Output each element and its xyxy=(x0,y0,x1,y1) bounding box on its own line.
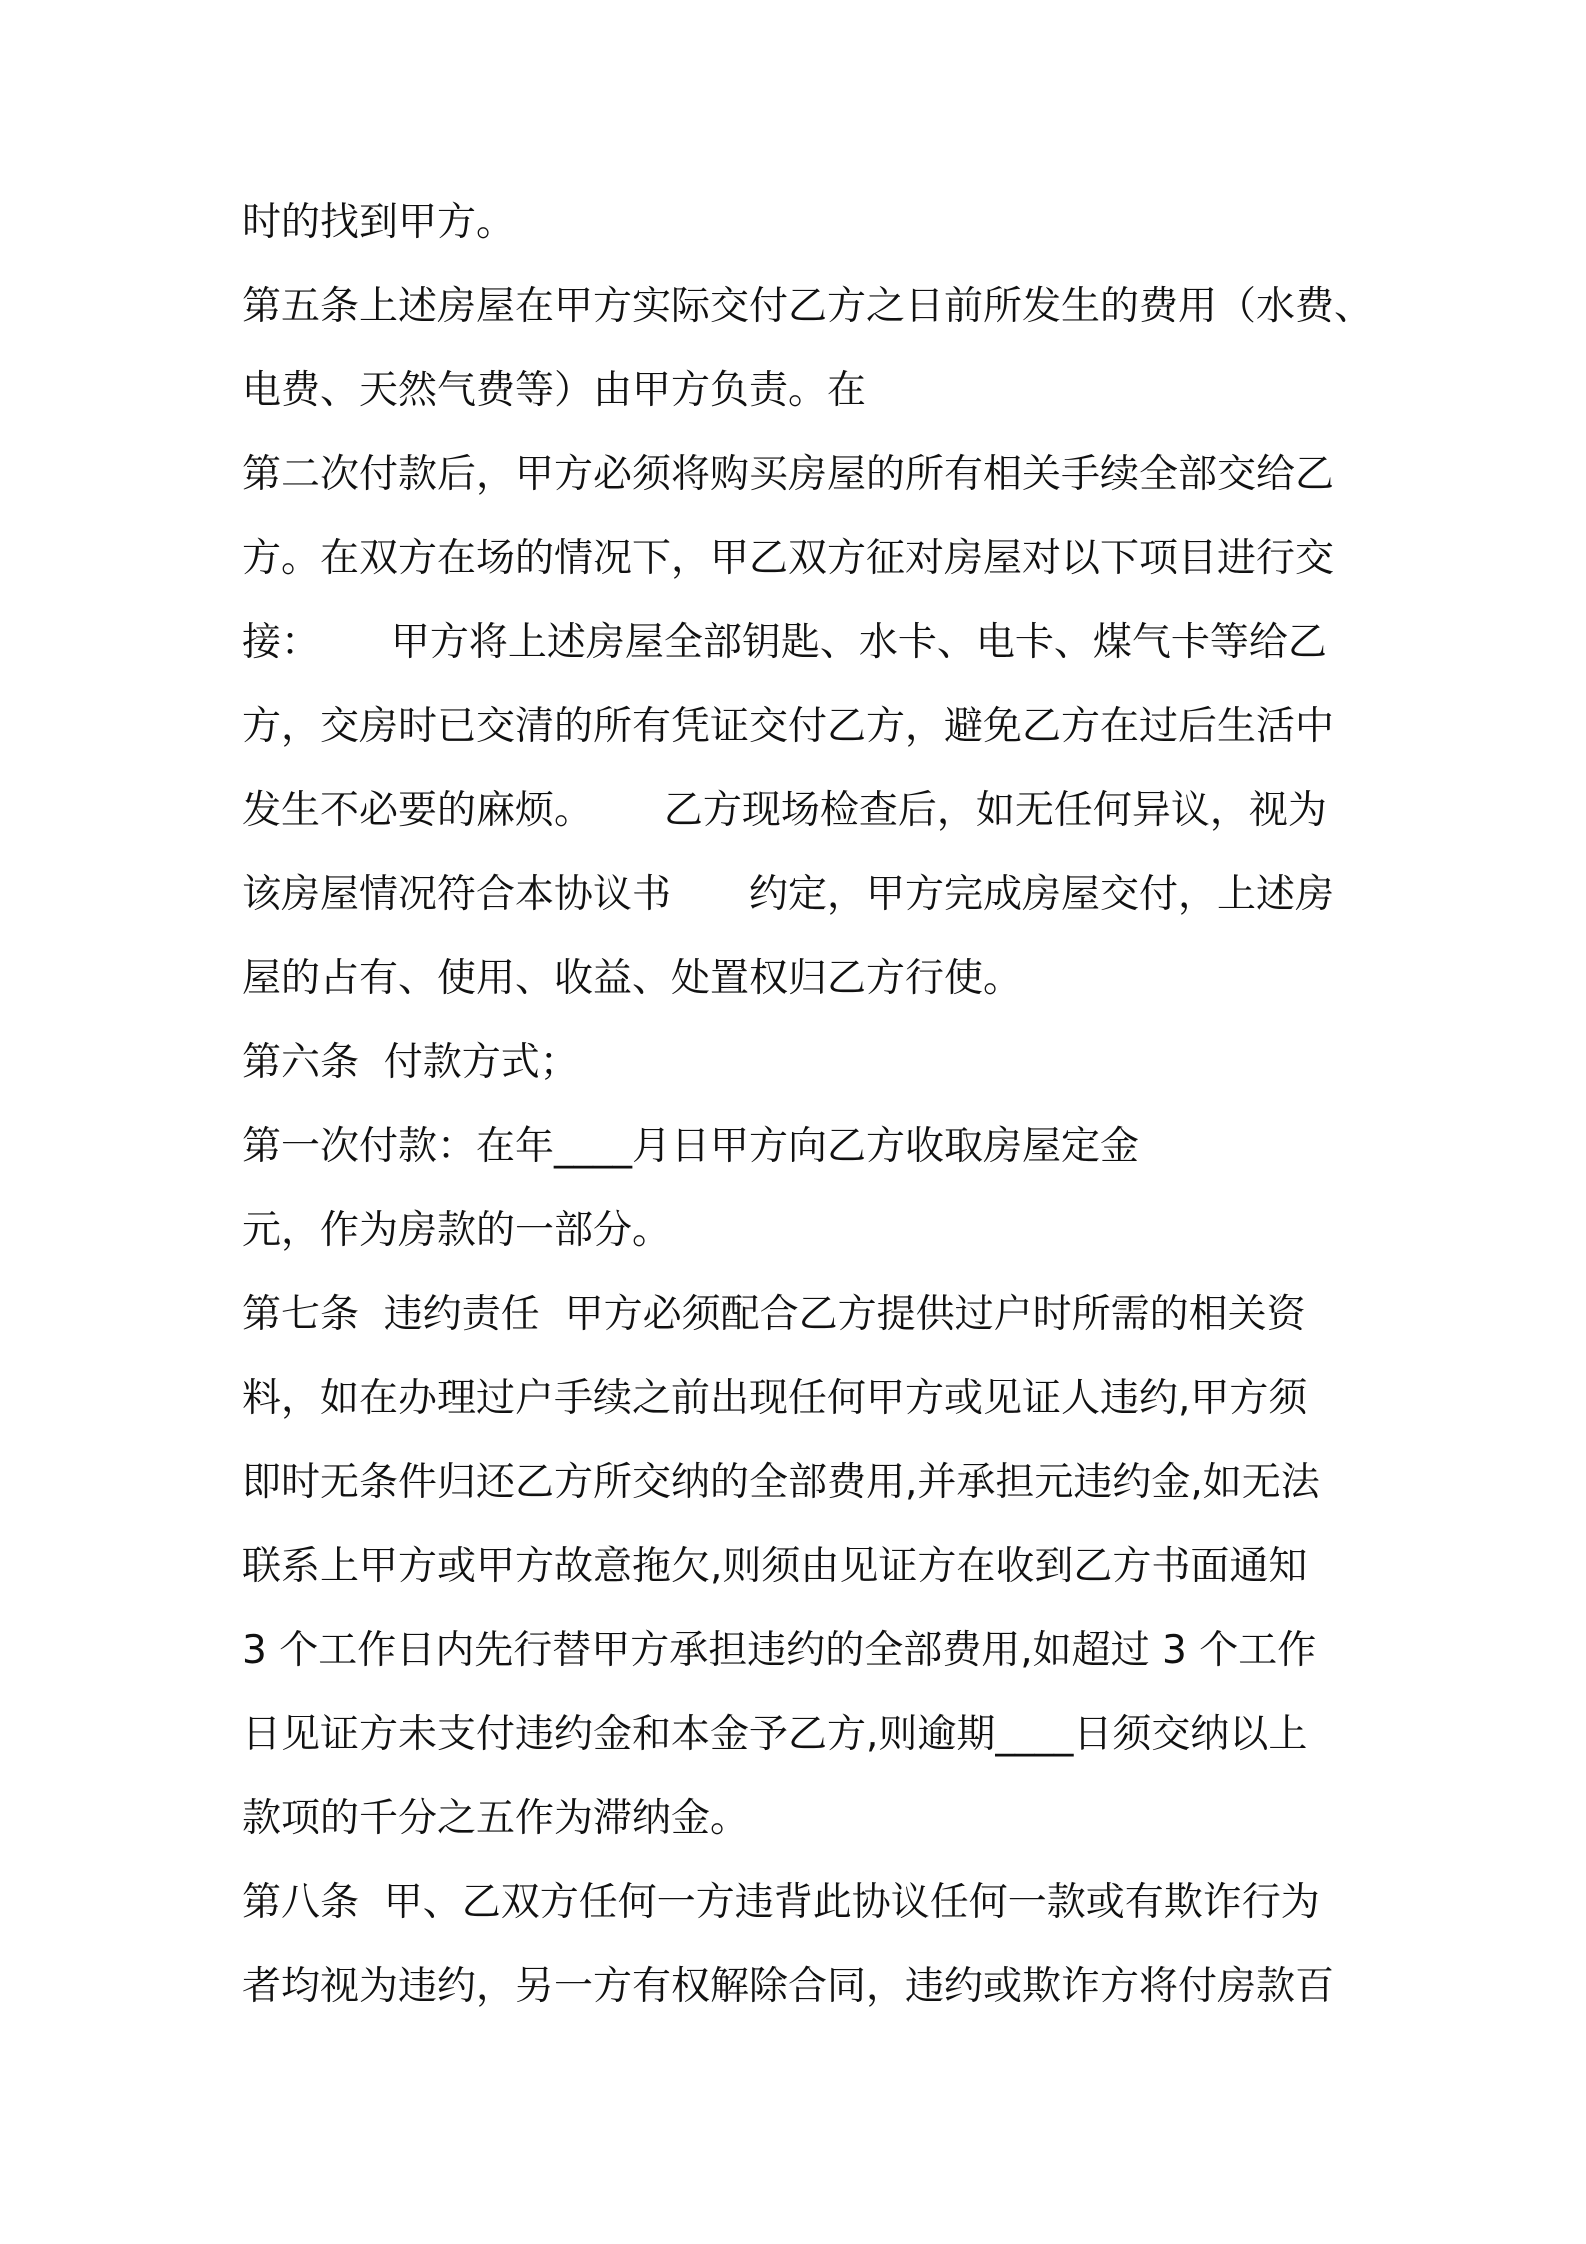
document-body xyxy=(242,181,1442,2029)
text-line-11: 第六条 付款方式； xyxy=(242,1040,579,1085)
text-line-16: 即时无条件归还乙方所交纳的全部费用,并承担元违约金,如无法 xyxy=(242,1460,1320,1505)
text-line-2: 第五条上述房屋在甲方实际交付乙方之日前所发生的费用（水费、 xyxy=(242,284,1374,329)
text-line-21: 第八条 甲、乙双方任何一方违背此协议任何一款或有欺诈行为 xyxy=(242,1880,1320,1925)
text-line-12: 第一次付款：在年____月日甲方向乙方收取房屋定金 xyxy=(242,1124,1140,1169)
text-line-20: 款项的千分之五作为滞纳金。 xyxy=(242,1796,750,1841)
text-line-1: 时的找到甲方。 xyxy=(242,200,516,245)
text-line-17: 联系上甲方或甲方故意拖欠,则须由见证方在收到乙方书面通知 xyxy=(242,1544,1308,1589)
text-line-18: 3 个工作日内先行替甲方承担违约的全部费用,如超过 3 个工作 xyxy=(242,1628,1317,1673)
text-line-9: 该房屋情况符合本协议书 约定，甲方完成房屋交付，上述房 xyxy=(242,872,1335,917)
text-line-6: 接： 甲方将上述房屋全部钥匙、水卡、电卡、煤气卡等给乙 xyxy=(242,620,1327,665)
text-line-5: 方。在双方在场的情况下，甲乙双方征对房屋对以下项目进行交 xyxy=(242,536,1335,581)
text-line-15: 料，如在办理过户手续之前出现任何甲方或见证人违约,甲方须 xyxy=(242,1376,1308,1421)
text-line-19: 日见证方未支付违约金和本金予乙方,则逾期____日须交纳以上 xyxy=(242,1712,1308,1757)
text-line-7: 方，交房时已交清的所有凭证交付乙方，避免乙方在过后生活中 xyxy=(242,704,1335,749)
text-line-14: 第七条 违约责任 甲方必须配合乙方提供过户时所需的相关资 xyxy=(242,1292,1306,1337)
text-line-4: 第二次付款后，甲方必须将购买房屋的所有相关手续全部交给乙 xyxy=(242,452,1335,497)
text-line-22: 者均视为违约，另一方有权解除合同，违约或欺诈方将付房款百 xyxy=(242,1964,1335,2009)
text-line-3: 电费、天然气费等）由甲方负责。在 xyxy=(242,368,867,413)
text-line-10: 屋的占有、使用、收益、处置权归乙方行使。 xyxy=(242,956,1023,1001)
text-line-13: 元，作为房款的一部分。 xyxy=(242,1208,672,1253)
text-line-8: 发生不必要的麻烦。 乙方现场检查后，如无任何异议，视为 xyxy=(242,788,1327,833)
